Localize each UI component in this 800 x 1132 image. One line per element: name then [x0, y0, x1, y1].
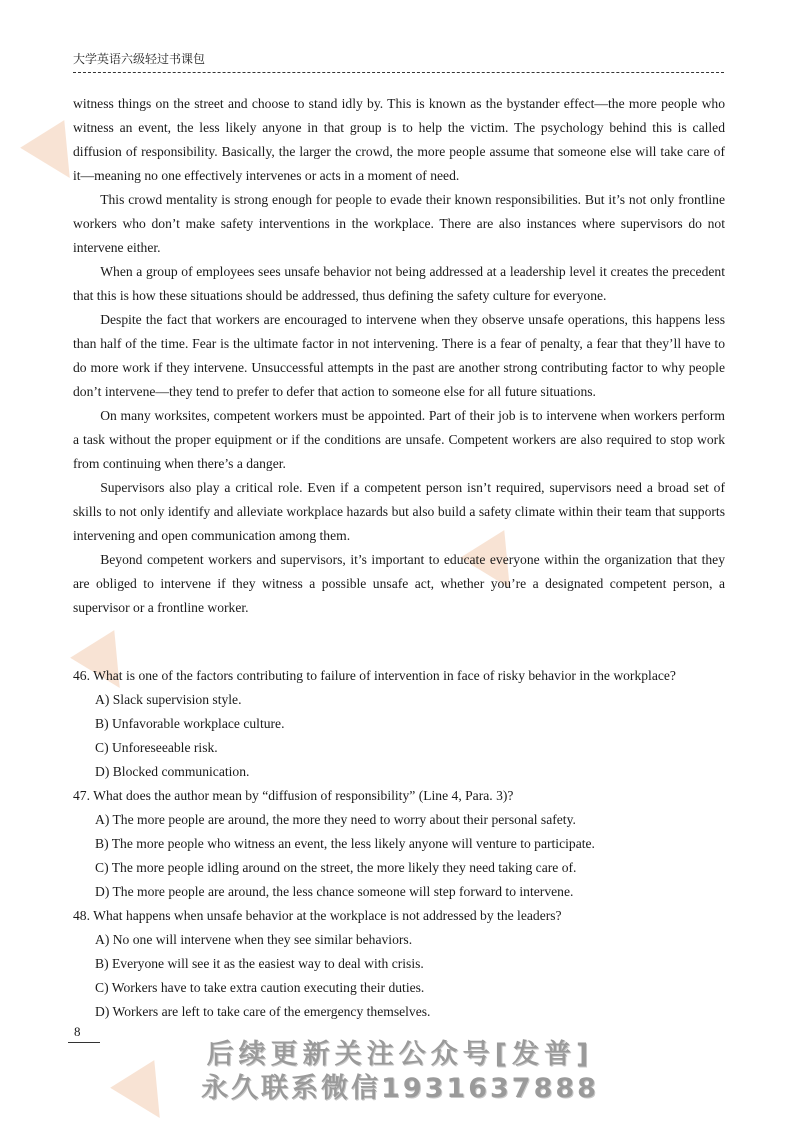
page-header-title: 大学英语六级轻过书课包 — [73, 52, 206, 66]
option-b: B) Unfavorable workplace culture. — [95, 716, 285, 731]
question-48 — [73, 904, 733, 1024]
question-list — [73, 664, 733, 1024]
passage-paragraph: On many worksites, competent workers must be appointed. Part of their job is to intervene when workers perform a task without the proper equipment or if the conditions are unsafe. Competent workers are also required to stop work from continuing when there’s a danger. — [73, 408, 725, 471]
option-c: C) Unforeseeable risk. — [95, 740, 218, 755]
option-d: D) Workers are left to take care of the emergency themselves. — [95, 1004, 431, 1019]
option-d: D) Blocked communication. — [95, 764, 250, 779]
passage-paragraph: This crowd mentality is strong enough for people to evade their known responsibilities. But it’s not only frontline workers who don’t make safety interventions in the workplace. There are also instances where supervisors do not intervene either. — [73, 192, 725, 255]
question-46 — [73, 664, 733, 784]
option-c: C) Workers have to take extra caution executing their duties. — [95, 980, 425, 995]
header-divider — [73, 72, 724, 73]
passage-paragraph: witness things on the street and choose to stand idly by. This is known as the bystander effect—the more people who witness an event, the less likely anyone in that group is to help the victim. The psychology behind this is called diffusion of responsibility. Basically, the larger the crowd, the more people assume that someone else will take care of it—meaning no one effectively intervenes or acts in a moment of need. — [73, 96, 725, 183]
passage-paragraph: Supervisors also play a critical role. Even if a competent person isn’t required, supervisors need a broad set of skills to not only identify and alleviate workplace hazards but also build a safety climate within their team that supports intervening and open communication among them. — [73, 480, 725, 543]
promo-text-line-1: 后续更新关注公众号[发普] — [206, 1039, 594, 1070]
page-number: 8 — [74, 1024, 81, 1039]
option-d: D) The more people are around, the less chance someone will step forward to intervene. — [95, 884, 574, 899]
question-stem: 47. What does the author mean by “diffusion of responsibility” (Line 4, Para. 3)? — [73, 788, 514, 803]
passage-paragraph: When a group of employees sees unsafe behavior not being addressed at a leadership level it creates the precedent that this is how these situations should be addressed, thus defining the safety culture for everyone. — [73, 264, 725, 303]
passage-paragraph: Beyond competent workers and supervisors, it’s important to educate everyone within the organization that they are obliged to intervene if they witness a possible unsafe act, whether you’re a designated competent person, a supervisor or a frontline worker. — [73, 552, 725, 615]
option-b: B) The more people who witness an event, the less likely anyone will venture to participate. — [95, 836, 595, 851]
passage-paragraph: Despite the fact that workers are encouraged to intervene when they observe unsafe operations, this happens less than half of the time. Fear is the ultimate factor in not intervening. There is a fear of penalty, a fear that they’ll have to do more work if they intervene. Unsuccessful attempts in the past are another strong contributing factor to why people don’t intervene—they tend to prefer to defer that action to someone else for all future situations. — [73, 312, 725, 399]
question-stem: 46. What is one of the factors contributing to failure of intervention in face of risky behavior in the workplace? — [73, 668, 676, 683]
reading-passage — [73, 92, 725, 620]
option-b: B) Everyone will see it as the easiest way to deal with crisis. — [95, 956, 424, 971]
question-47 — [73, 784, 733, 904]
option-c: C) The more people idling around on the street, the more likely they need taking care of. — [95, 860, 577, 875]
option-a: A) No one will intervene when they see similar behaviors. — [95, 932, 413, 947]
promo-text-line-2: 永久联系微信1931637888 — [201, 1073, 599, 1104]
option-a: A) The more people are around, the more they need to worry about their personal safety. — [95, 812, 576, 827]
question-stem: 48. What happens when unsafe behavior at the workplace is not addressed by the leaders? — [73, 908, 562, 923]
option-a: A) Slack supervision style. — [95, 692, 242, 707]
